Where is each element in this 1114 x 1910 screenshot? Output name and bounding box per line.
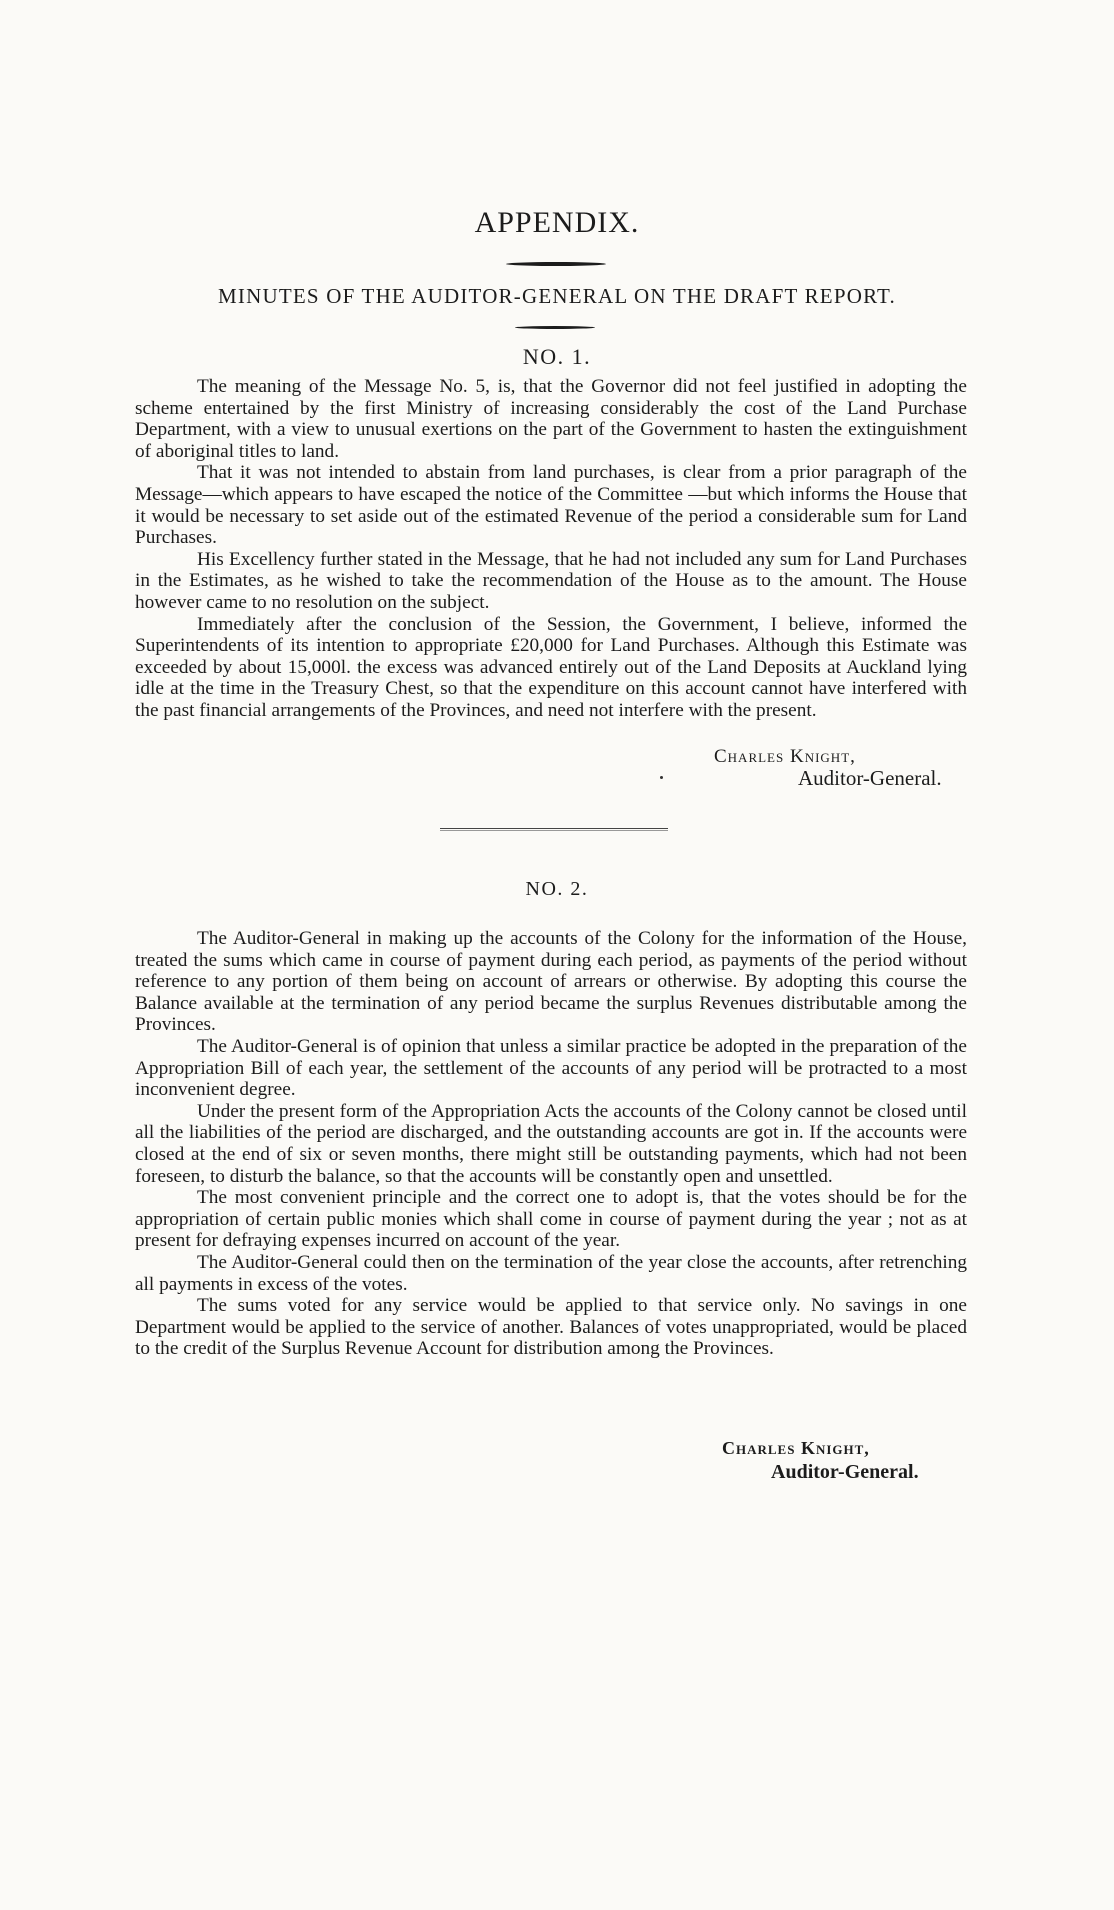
- minute-2-paragraph: The Auditor-General is of opinion that unless a similar practice be adopted in the preparation of the Appropriation Bill of each year, the settlement of the accounts of any period will be protracted to a most inconvenient degree.: [135, 1035, 967, 1101]
- minute-1-signature-name: Charles Knight,: [714, 746, 856, 767]
- minute-2-signature-title: Auditor-General.: [771, 1461, 919, 1483]
- appendix-title: APPENDIX.: [474, 206, 640, 239]
- subtitle-ornament-rule: [515, 326, 595, 329]
- minute-2-paragraph: The Auditor-General could then on the termination of the year close the accounts, after retrenching all payments in excess of the votes.: [135, 1251, 967, 1295]
- minute-1-paragraph: That it was not intended to abstain from land purchases, is clear from a prior paragraph of the Message—which appears to have escaped the notice of the Committee —but which informs the House that it would be necessary to set aside out of the estimated Revenue of the period a considerable sum for Land Purchases.: [135, 462, 967, 549]
- section-divider: [440, 828, 668, 829]
- minute-2-paragraph: Under the present form of the Appropriation Acts the accounts of the Colony cannot be closed until all the liabilities of the period are discharged, and the outstanding accounts are got in. If the accounts were closed at the end of six or seven months, there might still be outstanding payments, which had not been foreseen, to disturb the balance, so that the accounts will be constantly open and unsettled.: [135, 1100, 967, 1187]
- minute-2-paragraph: The Auditor-General in making up the accounts of the Colony for the information of the House, treated the sums which came in course of payment during each period, as payments of the period without reference to any portion of them being on account of arrears or otherwise. By adopting this course the Balance available at the termination of any period became the surplus Revenues distributable among the Provinces.: [135, 928, 967, 1036]
- minute-2-paragraph: The most convenient principle and the correct one to adopt is, that the votes should be for the appropriation of certain public monies which shall come in course of payment during the year ; not as at present for defraying expenses incurred on account of the year.: [135, 1187, 967, 1252]
- minute-2-signature-name: Charles Knight,: [722, 1438, 870, 1458]
- minute-1-paragraph: Immediately after the conclusion of the Session, the Government, I believe, informed the Superintendents of its intention to appropriate £20,000 for Land Purchases. Although this Estimate was exceeded by about 15,000l. the excess was advanced entirely out of the Land Deposits at Auckland lying idle at the time in the Treasury Chest, so that the expenditure on this account cannot have interfered with the past financial arrangements of the Provinces, and need not interfere with the present.: [135, 613, 967, 721]
- stray-dot: [660, 776, 663, 779]
- minute-1-paragraph: His Excellency further stated in the Message, that he had not included any sum for Land Purchases in the Estimates, as he wished to take the recommendation of the House as to the amount. The House however came to no resolution on the subject.: [135, 548, 967, 613]
- title-ornament-rule: [506, 262, 606, 266]
- minute-2-paragraph: The sums voted for any service would be applied to that service only. No savings in one Department would be applied to the service of another. Balances of votes unappropriated, would be placed to the credit of the Surplus Revenue Account for distribution among the Provinces.: [135, 1295, 967, 1360]
- minute-2-body: [135, 928, 967, 1360]
- minute-1-paragraph: The meaning of the Message No. 5, is, that the Governor did not feel justified in adopting the scheme entertained by the first Ministry of increasing considerably the cost of the Land Purchase Department, with a view to unusual exertions on the part of the Government to hasten the extinguishment of aboriginal titles to land.: [135, 376, 967, 462]
- minute-1-signature-title: Auditor-General.: [798, 766, 942, 790]
- minute-1-body: [135, 376, 967, 722]
- appendix-subtitle: MINUTES OF THE AUDITOR-GENERAL ON THE DRAFT REPORT.: [218, 284, 896, 308]
- minute-1-number: NO. 1.: [522, 344, 592, 369]
- minute-2-number: NO. 2.: [525, 878, 589, 900]
